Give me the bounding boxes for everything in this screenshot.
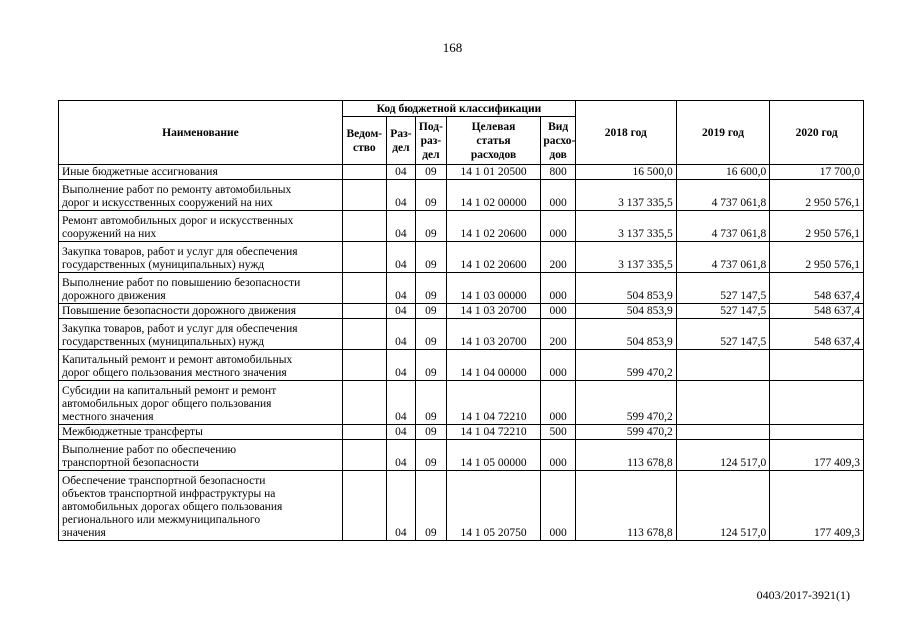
cell-vedomstvo xyxy=(342,242,386,273)
table-row xyxy=(59,242,864,273)
cell-2019 xyxy=(676,381,770,425)
cell-target-article: 14 1 02 20600 xyxy=(446,211,541,242)
cell-razdel: 04 xyxy=(386,211,416,242)
name-line: дорожного движения xyxy=(62,290,166,302)
cell-podrazdel: 09 xyxy=(416,471,447,541)
cell-2019: 4 737 061,8 xyxy=(676,242,770,273)
cell-name xyxy=(59,319,343,350)
header-vid xyxy=(541,117,576,165)
header-line: Ведом- xyxy=(346,127,383,140)
cell-razdel: 04 xyxy=(386,440,416,471)
cell-vedomstvo xyxy=(342,440,386,471)
cell-target-article: 14 1 01 20500 xyxy=(446,165,541,180)
cell-2019: 4 737 061,8 xyxy=(676,180,770,211)
cell-podrazdel: 09 xyxy=(416,180,447,211)
table-row xyxy=(59,350,864,381)
cell-2020: 177 409,3 xyxy=(770,471,864,541)
cell-name xyxy=(59,381,343,425)
header-2018: 2018 год xyxy=(575,101,676,165)
cell-razdel: 04 xyxy=(386,425,416,440)
budget-table xyxy=(58,100,864,541)
name-line: регионального или межмуниципального xyxy=(62,514,261,526)
cell-2020: 2 950 576,1 xyxy=(770,242,864,273)
name-line: Выполнение работ по ремонту автомобильных xyxy=(62,184,292,196)
cell-expense-type: 000 xyxy=(541,440,576,471)
name-line: объектов транспортной инфраструктуры на xyxy=(62,488,276,500)
name-line: автомобильных дорог общего пользования xyxy=(62,398,272,410)
cell-name xyxy=(59,273,343,304)
cell-2020: 17 700,0 xyxy=(770,165,864,180)
name-line: Субсидии на капитальный ремонт и ремонт xyxy=(62,385,277,397)
table-row xyxy=(59,273,864,304)
cell-target-article: 14 1 02 00000 xyxy=(446,180,541,211)
table-row xyxy=(59,425,864,440)
cell-2020 xyxy=(770,425,864,440)
cell-target-article: 14 1 03 00000 xyxy=(446,273,541,304)
header-name: Наименование xyxy=(59,101,343,165)
name-line: Обеспечение транспортной безопасности xyxy=(62,475,266,487)
cell-expense-type: 000 xyxy=(541,273,576,304)
cell-razdel: 04 xyxy=(386,165,416,180)
cell-2020 xyxy=(770,381,864,425)
cell-vedomstvo xyxy=(342,425,386,440)
cell-2018: 599 470,2 xyxy=(575,425,676,440)
cell-expense-type: 500 xyxy=(541,425,576,440)
cell-razdel: 04 xyxy=(386,180,416,211)
cell-2020: 548 637,4 xyxy=(770,304,864,319)
cell-2018: 16 500,0 xyxy=(575,165,676,180)
cell-name xyxy=(59,211,343,242)
cell-vedomstvo xyxy=(342,350,386,381)
cell-vedomstvo xyxy=(342,180,386,211)
cell-2019: 124 517,0 xyxy=(676,471,770,541)
cell-name xyxy=(59,242,343,273)
header-line: Вид xyxy=(548,120,569,133)
table-row xyxy=(59,211,864,242)
name-line: Закупка товаров, работ и услуг для обеспечения xyxy=(62,323,298,335)
cell-expense-type: 200 xyxy=(541,319,576,350)
table-row xyxy=(59,165,864,180)
cell-razdel: 04 xyxy=(386,304,416,319)
name-line: государственных (муниципальных) нужд xyxy=(62,336,265,348)
header-podrazdel xyxy=(416,117,447,165)
cell-2018: 113 678,8 xyxy=(575,471,676,541)
cell-2019 xyxy=(676,350,770,381)
cell-2020: 548 637,4 xyxy=(770,273,864,304)
header-line: расхо- xyxy=(543,134,576,147)
cell-2019: 527 147,5 xyxy=(676,319,770,350)
cell-razdel: 04 xyxy=(386,350,416,381)
cell-2020: 2 950 576,1 xyxy=(770,211,864,242)
table-body xyxy=(59,165,864,541)
name-line: местного значения xyxy=(62,411,154,423)
document-code: 0403/2017-3921(1) xyxy=(756,588,850,602)
cell-2019: 16 600,0 xyxy=(676,165,770,180)
cell-vedomstvo xyxy=(342,165,386,180)
table-row xyxy=(59,381,864,425)
cell-2020: 2 950 576,1 xyxy=(770,180,864,211)
cell-target-article: 14 1 03 20700 xyxy=(446,319,541,350)
cell-podrazdel: 09 xyxy=(416,440,447,471)
cell-target-article: 14 1 04 72210 xyxy=(446,425,541,440)
cell-razdel: 04 xyxy=(386,471,416,541)
header-line: дов xyxy=(549,148,567,161)
cell-name xyxy=(59,304,343,319)
cell-podrazdel: 09 xyxy=(416,242,447,273)
cell-razdel: 04 xyxy=(386,273,416,304)
cell-target-article: 14 1 04 72210 xyxy=(446,381,541,425)
header-line: дел xyxy=(422,148,440,161)
cell-podrazdel: 09 xyxy=(416,319,447,350)
cell-expense-type: 000 xyxy=(541,350,576,381)
name-line: Капитальный ремонт и ремонт автомобильных xyxy=(62,354,293,366)
cell-expense-type: 200 xyxy=(541,242,576,273)
cell-expense-type: 000 xyxy=(541,304,576,319)
header-line: раз- xyxy=(420,134,442,147)
name-line: Повышение безопасности дорожного движения xyxy=(62,305,296,317)
cell-2019: 124 517,0 xyxy=(676,440,770,471)
cell-2018: 3 137 335,5 xyxy=(575,211,676,242)
header-2020: 2020 год xyxy=(770,101,864,165)
table-row xyxy=(59,440,864,471)
cell-2018: 3 137 335,5 xyxy=(575,242,676,273)
name-line: Выполнение работ по повышению безопасности xyxy=(62,277,301,289)
cell-name xyxy=(59,165,343,180)
header-line: Раз- xyxy=(390,127,412,140)
cell-podrazdel: 09 xyxy=(416,350,447,381)
header-code-group: Код бюджетной классификации xyxy=(342,101,575,117)
name-line: автомобильных дорогах общего пользования xyxy=(62,501,283,513)
header-line: расходов xyxy=(470,148,517,161)
cell-expense-type: 000 xyxy=(541,471,576,541)
name-line: Иные бюджетные ассигнования xyxy=(62,166,218,178)
header-line: статья xyxy=(476,134,511,147)
cell-target-article: 14 1 02 20600 xyxy=(446,242,541,273)
cell-name xyxy=(59,180,343,211)
cell-podrazdel: 09 xyxy=(416,381,447,425)
cell-2018: 599 470,2 xyxy=(575,350,676,381)
header-vedomstvo xyxy=(342,117,386,165)
cell-expense-type: 800 xyxy=(541,165,576,180)
cell-vedomstvo xyxy=(342,471,386,541)
cell-2018: 504 853,9 xyxy=(575,304,676,319)
cell-2018: 113 678,8 xyxy=(575,440,676,471)
page-number: 168 xyxy=(442,40,463,55)
cell-target-article: 14 1 04 00000 xyxy=(446,350,541,381)
cell-2018: 599 470,2 xyxy=(575,381,676,425)
cell-podrazdel: 09 xyxy=(416,304,447,319)
name-line: Закупка товаров, работ и услуг для обеспечения xyxy=(62,246,298,258)
cell-name xyxy=(59,440,343,471)
name-line: дорог и искусственных сооружений на них xyxy=(62,197,273,209)
header-line: дел xyxy=(392,141,410,154)
cell-vedomstvo xyxy=(342,273,386,304)
name-line: дорог общего пользования местного значения xyxy=(62,367,287,379)
header-razdel xyxy=(386,117,416,165)
header-line: Под- xyxy=(418,120,443,133)
name-line: Межбюджетные трансферты xyxy=(62,426,203,438)
name-line: Выполнение работ по обеспечению xyxy=(62,444,237,456)
cell-vedomstvo xyxy=(342,319,386,350)
cell-vedomstvo xyxy=(342,211,386,242)
cell-target-article: 14 1 05 20750 xyxy=(446,471,541,541)
header-2019: 2019 год xyxy=(676,101,770,165)
cell-razdel: 04 xyxy=(386,242,416,273)
cell-2018: 3 137 335,5 xyxy=(575,180,676,211)
cell-target-article: 14 1 03 20700 xyxy=(446,304,541,319)
cell-podrazdel: 09 xyxy=(416,165,447,180)
cell-podrazdel: 09 xyxy=(416,425,447,440)
cell-podrazdel: 09 xyxy=(416,273,447,304)
cell-2018: 504 853,9 xyxy=(575,319,676,350)
table-row xyxy=(59,319,864,350)
cell-razdel: 04 xyxy=(386,381,416,425)
cell-podrazdel: 09 xyxy=(416,211,447,242)
header-line: ство xyxy=(352,141,376,154)
header-tselevaya xyxy=(446,117,541,165)
cell-vedomstvo xyxy=(342,304,386,319)
cell-expense-type: 000 xyxy=(541,381,576,425)
cell-2018: 504 853,9 xyxy=(575,273,676,304)
cell-2020: 548 637,4 xyxy=(770,319,864,350)
cell-expense-type: 000 xyxy=(541,180,576,211)
cell-2019: 527 147,5 xyxy=(676,304,770,319)
cell-target-article: 14 1 05 00000 xyxy=(446,440,541,471)
header-line: Целевая xyxy=(471,120,516,133)
cell-2020 xyxy=(770,350,864,381)
name-line: сооружений на них xyxy=(62,228,157,240)
cell-name xyxy=(59,350,343,381)
table-row xyxy=(59,304,864,319)
name-line: значения xyxy=(62,527,106,539)
name-line: транспортной безопасности xyxy=(62,457,199,469)
cell-razdel: 04 xyxy=(386,319,416,350)
cell-2019 xyxy=(676,425,770,440)
cell-2020: 177 409,3 xyxy=(770,440,864,471)
cell-name xyxy=(59,425,343,440)
cell-2019: 527 147,5 xyxy=(676,273,770,304)
cell-2019: 4 737 061,8 xyxy=(676,211,770,242)
table-row xyxy=(59,180,864,211)
name-line: государственных (муниципальных) нужд xyxy=(62,259,265,271)
cell-expense-type: 000 xyxy=(541,211,576,242)
cell-name xyxy=(59,471,343,541)
name-line: Ремонт автомобильных дорог и искусственных xyxy=(62,215,294,227)
table-row xyxy=(59,471,864,541)
cell-vedomstvo xyxy=(342,381,386,425)
